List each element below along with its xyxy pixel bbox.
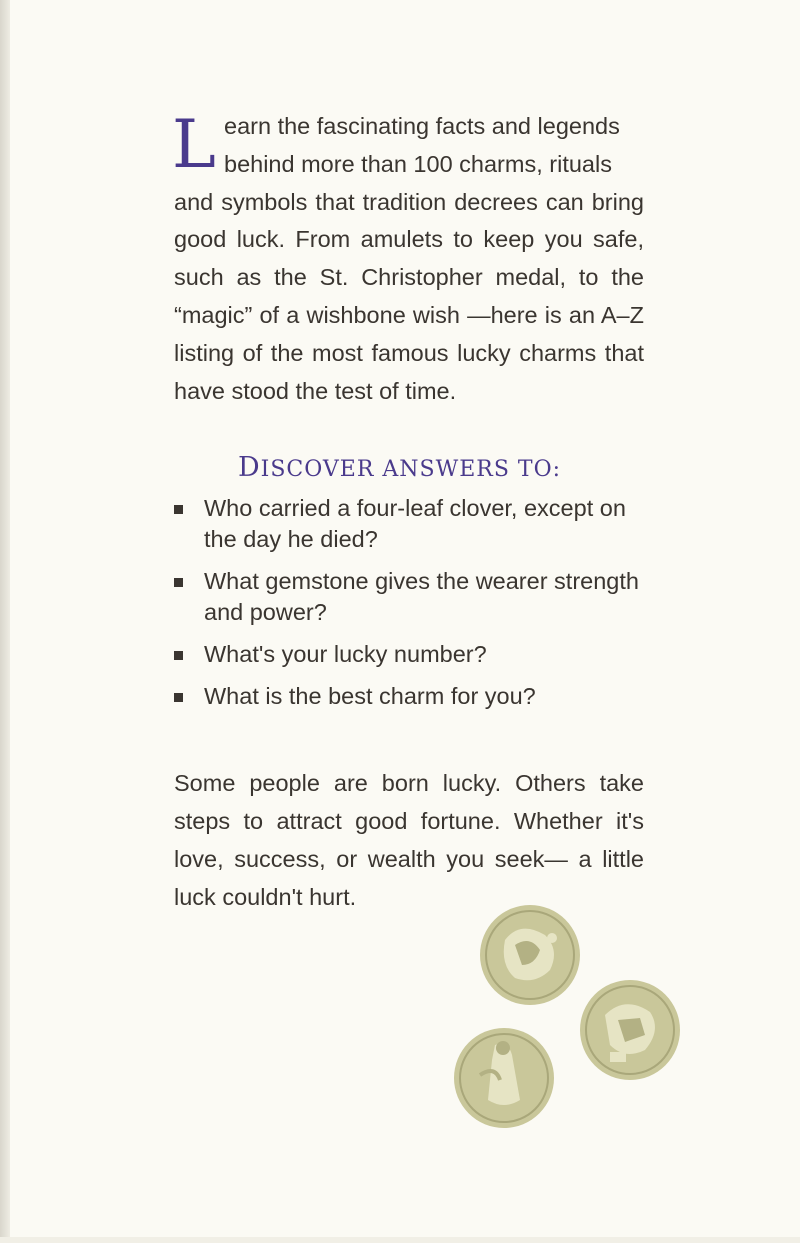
question-text: What is the best charm for you?: [204, 683, 536, 710]
list-item: [174, 681, 644, 712]
drop-cap: L: [172, 106, 216, 183]
square-bullet-icon: [174, 651, 183, 660]
list-item: [174, 493, 644, 555]
ancient-coin-icon: [480, 905, 580, 1005]
ancient-coin-icon: [580, 980, 680, 1080]
heading-rest: ISCOVER ANSWERS TO:: [260, 457, 562, 483]
intro-rest: and symbols that tradition decrees can bring good luck. From amulets to keep you safe, such as the St. Christopher medal, to the “magic” of a wishbone wish —here is an A–Z listing of the most famous lucky charms that have stood the test of time.: [174, 188, 644, 404]
question-list: [174, 493, 644, 712]
heading-initial: D: [238, 452, 261, 484]
square-bullet-icon: [174, 693, 183, 702]
square-bullet-icon: [174, 505, 183, 514]
list-item: [174, 566, 644, 628]
ancient-coin-icon: [454, 1028, 554, 1128]
book-spine-edge: [0, 0, 10, 1243]
page-bottom-edge: [0, 1237, 800, 1243]
back-cover-text: [174, 108, 644, 917]
ancient-coins-illustration: [440, 900, 700, 1140]
intro-line-1: earn the fascinating facts and legends: [224, 113, 620, 139]
closing-paragraph: Some people are born lucky. Others take steps to attract good fortune. Whether it's love, success, or wealth you seek— a little luck couldn't hurt.: [174, 770, 644, 910]
question-text: What's your lucky number?: [204, 641, 487, 668]
square-bullet-icon: [174, 578, 183, 587]
intro-paragraph: [174, 108, 644, 410]
section-heading: [238, 452, 644, 483]
question-text: What gemstone gives the wearer strength and power?: [204, 568, 639, 626]
intro-line-2: behind more than 100 charms, rituals: [224, 150, 612, 177]
question-text: Who carried a four-leaf clover, except on the day he died?: [204, 495, 626, 553]
list-item: [174, 639, 644, 670]
